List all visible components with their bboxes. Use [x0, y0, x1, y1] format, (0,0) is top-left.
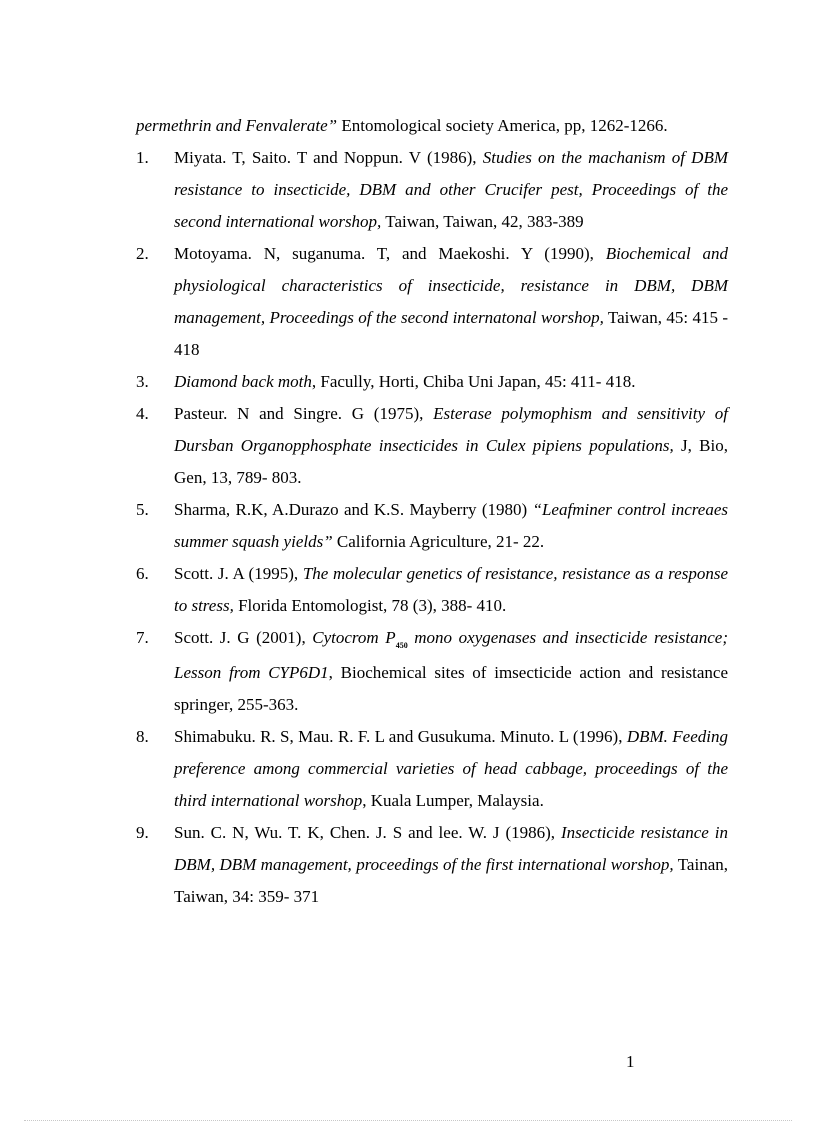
reference-source: , Kuala Lumper, Malaysia.: [362, 791, 544, 810]
reference-authors: Sun. C. N, Wu. T. K, Chen. J. S and lee. W. J (1986),: [174, 823, 561, 842]
reference-item: [136, 817, 728, 913]
intro-text: Entomological society America, pp, 1262-1266.: [337, 116, 668, 135]
reference-number: 2.: [136, 244, 149, 263]
reference-item: [136, 142, 728, 238]
reference-number: 4.: [136, 404, 149, 423]
reference-subscript: 450: [395, 641, 408, 650]
reference-number: 5.: [136, 500, 149, 519]
reference-source: Taiwan, Taiwan, 42, 383-389: [381, 212, 584, 231]
reference-source: , Facully, Horti, Chiba Uni Japan, 45: 411- 418.: [311, 372, 636, 391]
reference-title: Cytocrom P: [312, 628, 396, 647]
reference-number: 9.: [136, 823, 149, 842]
reference-title: The molecular genetics of resistance, resistance as a response to stress,: [174, 564, 728, 615]
reference-source: Taiwan, 45: 415 - 418: [174, 308, 728, 359]
reference-number: 6.: [136, 564, 149, 583]
reference-item: [136, 398, 728, 494]
reference-item: [136, 238, 728, 366]
reference-authors: Miyata. T, Saito. T and Noppun. V (1986),: [174, 148, 483, 167]
reference-title: Esterase polymophism and sensitivity of Dursban Organopphosphate insecticides in Culex pipiens populations,: [174, 404, 728, 455]
reference-item: [136, 721, 728, 817]
reference-authors: Scott. J. A (1995),: [174, 564, 303, 583]
reference-source: California Agriculture, 21- 22.: [332, 532, 545, 551]
reference-authors: Motoyama. N, suganuma. T, and Maekoshi. Y (1990),: [174, 244, 606, 263]
page-bottom-divider: [24, 1120, 792, 1121]
continued-reference: [136, 110, 728, 142]
reference-authors: Scott. J. G (2001),: [174, 628, 313, 647]
reference-title: Diamond back moth: [174, 372, 312, 391]
reference-authors: Pasteur. N and Singre. G (1975),: [174, 404, 434, 423]
reference-title: DBM. Feeding preference among commercial varieties of head cabbage, proceedings of the third international worshop: [174, 727, 728, 810]
intro-italic-text: permethrin and Fenvalerate”: [136, 116, 338, 135]
reference-item: [136, 558, 728, 622]
reference-source: , Biochemical sites of imsecticide action and resistance springer, 255-363.: [174, 663, 728, 714]
reference-item: [136, 622, 728, 721]
reference-number: 1.: [136, 148, 149, 167]
reference-source: J, Bio, Gen, 13, 789- 803.: [174, 436, 728, 487]
reference-title-continued: mono oxygenases and insecticide resistance; Lesson from CYP6D1: [174, 628, 728, 682]
reference-item: [136, 366, 728, 398]
reference-number: 8.: [136, 727, 149, 746]
reference-source: Tainan, Taiwan, 34: 359- 371: [174, 855, 728, 906]
reference-number: 7.: [136, 628, 149, 647]
reference-title: Studies on the machanism of DBM resistance to insecticide, DBM and other Crucifer pest, Proceedings of the second international worshop,: [174, 148, 728, 231]
reference-source: Florida Entomologist, 78 (3), 388- 410.: [233, 596, 507, 615]
reference-list: [136, 142, 728, 913]
page-number: 1: [626, 1052, 635, 1071]
reference-title: Biochemical and physiological characteristics of insecticide, resistance in DBM, DBM management, Proceedings of the second internatonal worshop,: [174, 244, 728, 327]
reference-item: [136, 494, 728, 558]
reference-authors: Sharma, R.K, A.Durazo and K.S. Mayberry (1980): [174, 500, 533, 519]
reference-number: 3.: [136, 372, 149, 391]
reference-section: [136, 110, 728, 913]
reference-title: “Leafminer control increaes summer squash yields”: [174, 500, 728, 551]
reference-authors: Shimabuku. R. S, Mau. R. F. L and Gusukuma. Minuto. L (1996),: [174, 727, 627, 746]
reference-title: Insecticide resistance in DBM, DBM management, proceedings of the first international worshop,: [174, 823, 729, 874]
